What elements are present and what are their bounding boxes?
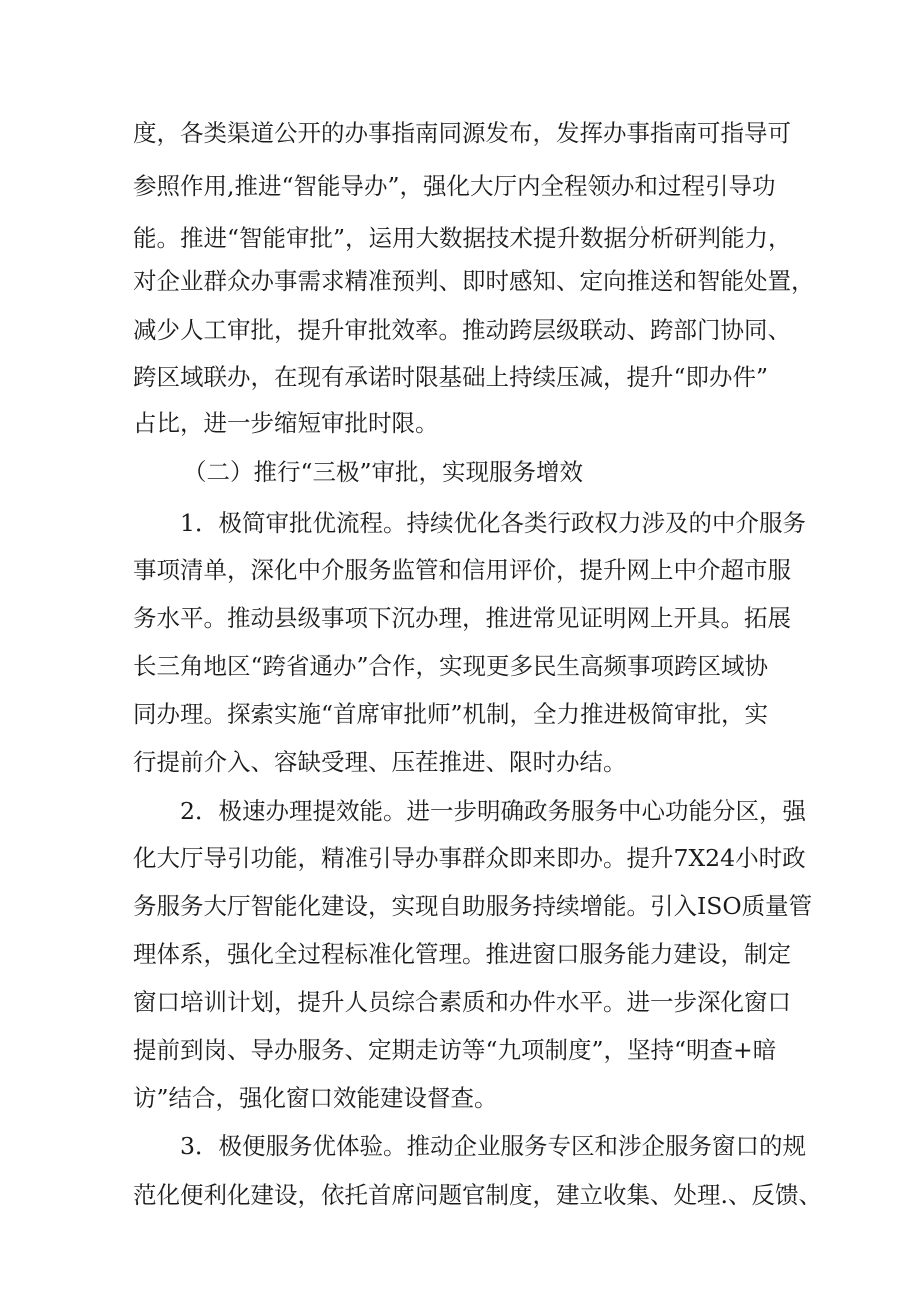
text-line: 务服务大厅智能化建设，实现自助服务持续增能。引入ISO质量管: [133, 892, 813, 920]
text-line: 窗口培训计划，提升人员综合素质和办件水平。进一步深化窗口: [133, 988, 791, 1016]
section-heading: （二）推行“三极”审批，实现服务增效: [183, 458, 584, 486]
text-line: 务水平。推动县级事项下沉办理，推进常见证明网上开具。拓展: [133, 604, 791, 632]
text-line: 占比，进一步缩短审批时限。: [133, 409, 439, 437]
text-line: 1．极简审批优流程。持续优化各类行政权力涉及的中介服务: [180, 509, 806, 537]
text-line: 2．极速办理提效能。进一步明确政务服务中心功能分区，强: [180, 797, 806, 825]
text-line: 同办理。探索实施“首席审批师”机制，全力推进极简审批，实: [133, 700, 769, 728]
text-line: 能。推进“智能审批”，运用大数据技术提升数据分析研判能力，: [133, 224, 792, 252]
text-line: 范化便利化建设，依托首席问题官制度，建立收集、处理.、反馈、: [133, 1181, 822, 1209]
text-line: 度，各类渠道公开的办事指南同源发布，发挥办事指南可指导可: [133, 119, 791, 147]
text-line: 3．极便服务优体验。推动企业服务专区和涉企服务窗口的规: [180, 1132, 806, 1160]
text-line: 理体系，强化全过程标准化管理。推进窗口服务能力建设，制定: [133, 940, 791, 968]
text-line: 长三角地区“跨省通办”合作，实现更多民生高频事项跨区域协: [133, 652, 769, 680]
text-line: 参照作用,推进“智能导办”，强化大厅内全程领办和过程引导功: [133, 172, 776, 200]
text-line: 行提前介入、容缺受理、压茬推进、限时办结。: [133, 748, 627, 776]
text-line: 化大厅导引功能，精准引导办事群众即来即办。提升7X24小时政: [133, 844, 806, 872]
text-line: 事项清单，深化中介服务监管和信用评价，提升网上中介超市服: [133, 556, 791, 584]
text-line: 跨区域联办，在现有承诺时限基础上持续压减，提升“即办件”: [133, 363, 769, 391]
text-line: 减少人工审批，提升审批效率。推动跨层级联动、跨部门协同、: [133, 316, 791, 344]
text-line: 对企业群众办事需求精准预判、即时感知、定向推送和智能处置，: [133, 267, 815, 295]
text-line: 提前到岗、导办服务、定期走访等“九项制度”，坚持“明查+暗: [133, 1036, 777, 1064]
text-line: 访”结合，强化窗口效能建设督查。: [133, 1084, 498, 1112]
